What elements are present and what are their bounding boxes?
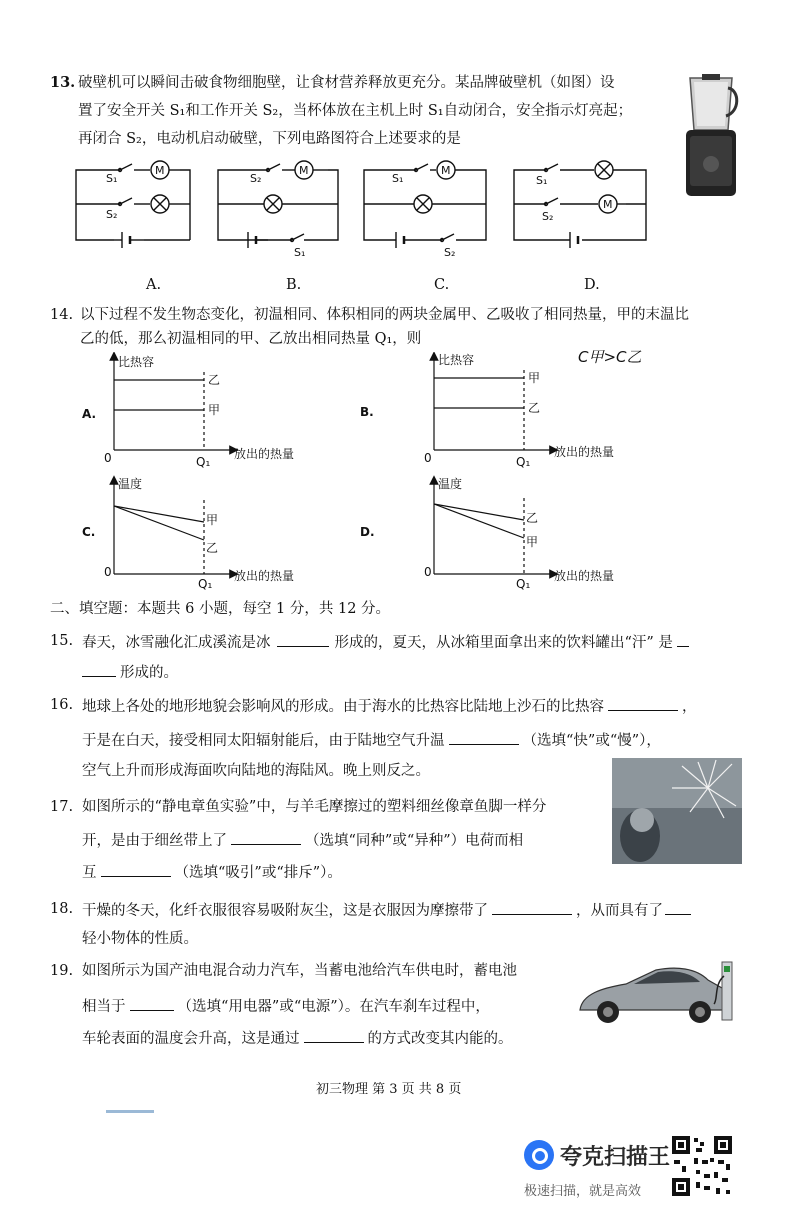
- svg-text:M: M: [299, 164, 309, 177]
- q18-line1: 干燥的冬天，化纤衣服很容易吸附灰尘，这是衣服因为摩擦带了 ，从而具有了: [82, 900, 691, 920]
- graph-c: [82, 476, 294, 591]
- svg-text:C.: C.: [82, 525, 96, 539]
- q13-line1: 破壁机可以瞬间击破食物细胞壁，让食材营养释放更充分。某品牌破壁机（如图）设: [78, 75, 615, 91]
- svg-text:S₁: S₁: [294, 246, 306, 259]
- q13-line2: 置了安全开关 S₁和工作开关 S₂，当杯体放在主机上时 S₁自动闭合，安全指示灯亮起；: [78, 103, 633, 119]
- q13-number: 13.: [50, 74, 76, 91]
- svg-text:温度: 温度: [118, 477, 143, 491]
- svg-text:放出的热量: 放出的热量: [234, 569, 295, 583]
- q14-number: 14.: [50, 307, 74, 323]
- handwritten-note: C甲>C乙: [578, 348, 642, 366]
- q16-line3: 空气上升而形成海面吹向陆地的海陆风。晚上则反之。: [82, 763, 430, 779]
- svg-text:Q₁: Q₁: [198, 577, 213, 591]
- svg-text:S₂: S₂: [106, 208, 118, 221]
- q19-line3: 车轮表面的温度会升高，这是通过 的方式改变其内能的。: [82, 1028, 513, 1048]
- svg-text:B.: B.: [360, 405, 374, 419]
- static-octopus-photo: [612, 758, 742, 864]
- page-footer: 初三物理 第 3 页 共 8 页: [316, 1082, 462, 1097]
- svg-text:0: 0: [424, 451, 432, 465]
- q19-blank2[interactable]: [304, 1028, 364, 1043]
- q19-line2: 相当于 （选填“用电器”或“电源”）。在汽车刹车过程中，: [82, 996, 490, 1016]
- q18-number: 18.: [50, 901, 74, 917]
- graph-d: [360, 476, 614, 591]
- graph-b: [360, 352, 614, 469]
- svg-text:S₁: S₁: [106, 172, 118, 185]
- watermark-slogan: 极速扫描，就是高效: [524, 1184, 642, 1199]
- svg-text:S₂: S₂: [542, 210, 554, 223]
- svg-text:甲: 甲: [208, 403, 221, 417]
- circuit-c: [364, 161, 486, 259]
- q13-option-d: D.: [584, 277, 600, 293]
- svg-text:S₂: S₂: [444, 246, 456, 259]
- section2-heading: 二、填空题：本题共 6 小题，每空 1 分，共 12 分。: [50, 601, 391, 617]
- svg-text:放出的热量: 放出的热量: [554, 569, 615, 583]
- quark-logo-icon: [524, 1140, 554, 1170]
- q16-blank2[interactable]: [449, 730, 519, 745]
- svg-text:甲: 甲: [526, 535, 539, 549]
- svg-text:M: M: [603, 198, 613, 211]
- svg-text:0: 0: [104, 565, 112, 579]
- svg-text:M: M: [155, 164, 165, 177]
- q18-line2: 轻小物体的性质。: [82, 931, 198, 947]
- watermark-name: 夸克扫描王: [560, 1145, 671, 1170]
- q15-line2: 形成的。: [82, 662, 178, 682]
- svg-text:S₁: S₁: [536, 174, 548, 187]
- q15-line1: 春天，冰雪融化汇成溪流是冰 形成的，夏天，从冰箱里面拿出来的饮料罐出“汗” 是: [82, 632, 689, 652]
- svg-text:D.: D.: [360, 525, 375, 539]
- q13-circuit-diagrams: [60, 152, 720, 294]
- q16-line2: 于是在白天，接受相同太阳辐射能后，由于陆地空气升温 （选填“快”或“慢”），: [82, 730, 661, 750]
- q17-blank2[interactable]: [101, 862, 171, 877]
- q16-line1: 地球上各处的地形地貌会影响风的形成。由于海水的比热容比陆地上沙石的比热容 ，: [82, 696, 697, 716]
- circuit-a: [76, 161, 190, 248]
- q16-number: 16.: [50, 697, 74, 713]
- svg-text:M: M: [441, 164, 451, 177]
- svg-text:乙: 乙: [208, 373, 221, 387]
- q17-line2: 开，是由于细丝带上了 （选填“同种”或“异种”）电荷而相: [82, 830, 523, 850]
- q14-line1: 以下过程不发生物态变化，初温相同、体积相同的两块金属甲、乙吸收了相同热量，甲的末温比: [80, 307, 689, 323]
- circuit-b: [218, 161, 338, 259]
- svg-text:甲: 甲: [206, 513, 219, 527]
- q19-number: 19.: [50, 963, 74, 979]
- circuit-d: [514, 161, 646, 248]
- svg-text:乙: 乙: [528, 401, 541, 415]
- svg-text:放出的热量: 放出的热量: [234, 447, 295, 461]
- svg-text:Q₁: Q₁: [196, 455, 211, 469]
- svg-text:S₂: S₂: [250, 172, 262, 185]
- q13-option-a: A.: [146, 277, 162, 293]
- q15-blank2[interactable]: [82, 662, 116, 677]
- svg-text:乙: 乙: [526, 511, 539, 525]
- svg-text:S₁: S₁: [392, 172, 404, 185]
- svg-text:0: 0: [104, 451, 112, 465]
- q16-blank1[interactable]: [608, 696, 678, 711]
- q19-line1: 如图所示为国产油电混合动力汽车，当蓄电池给汽车供电时，蓄电池: [82, 963, 517, 979]
- q14-line2: 乙的低，那么初温相同的甲、乙放出相同热量 Q₁，则: [80, 331, 422, 347]
- svg-text:比热容: 比热容: [118, 355, 155, 369]
- scan-mark: [106, 1110, 154, 1113]
- svg-text:比热容: 比热容: [438, 353, 475, 367]
- q17-number: 17.: [50, 799, 74, 815]
- svg-text:放出的热量: 放出的热量: [554, 445, 615, 459]
- svg-text:A.: A.: [82, 407, 97, 421]
- q14-graphs: [76, 352, 636, 592]
- svg-text:甲: 甲: [528, 371, 541, 385]
- q13-option-b: B.: [286, 277, 302, 293]
- svg-text:温度: 温度: [438, 477, 463, 491]
- q15-number: 15.: [50, 633, 74, 649]
- q13-line3: 再闭合 S₂，电动机启动破壁，下列电路图符合上述要求的是: [78, 131, 461, 147]
- qr-code-icon: [670, 1134, 734, 1198]
- svg-text:Q₁: Q₁: [516, 577, 531, 591]
- hybrid-car-photo: [572, 954, 748, 1032]
- q13-option-c: C.: [434, 277, 450, 293]
- q18-blank1[interactable]: [492, 900, 572, 915]
- svg-text:乙: 乙: [206, 541, 219, 555]
- svg-text:Q₁: Q₁: [516, 455, 531, 469]
- q19-blank1[interactable]: [130, 996, 174, 1011]
- svg-text:0: 0: [424, 565, 432, 579]
- q15-blank1[interactable]: [277, 632, 329, 647]
- q17-line3: 互 （选填“吸引”或“排斥”）。: [82, 862, 342, 882]
- q17-blank1[interactable]: [231, 830, 301, 845]
- q17-line1: 如图所示的“静电章鱼实验”中，与羊毛摩擦过的塑料细丝像章鱼脚一样分: [82, 799, 547, 815]
- graph-a: [82, 354, 294, 469]
